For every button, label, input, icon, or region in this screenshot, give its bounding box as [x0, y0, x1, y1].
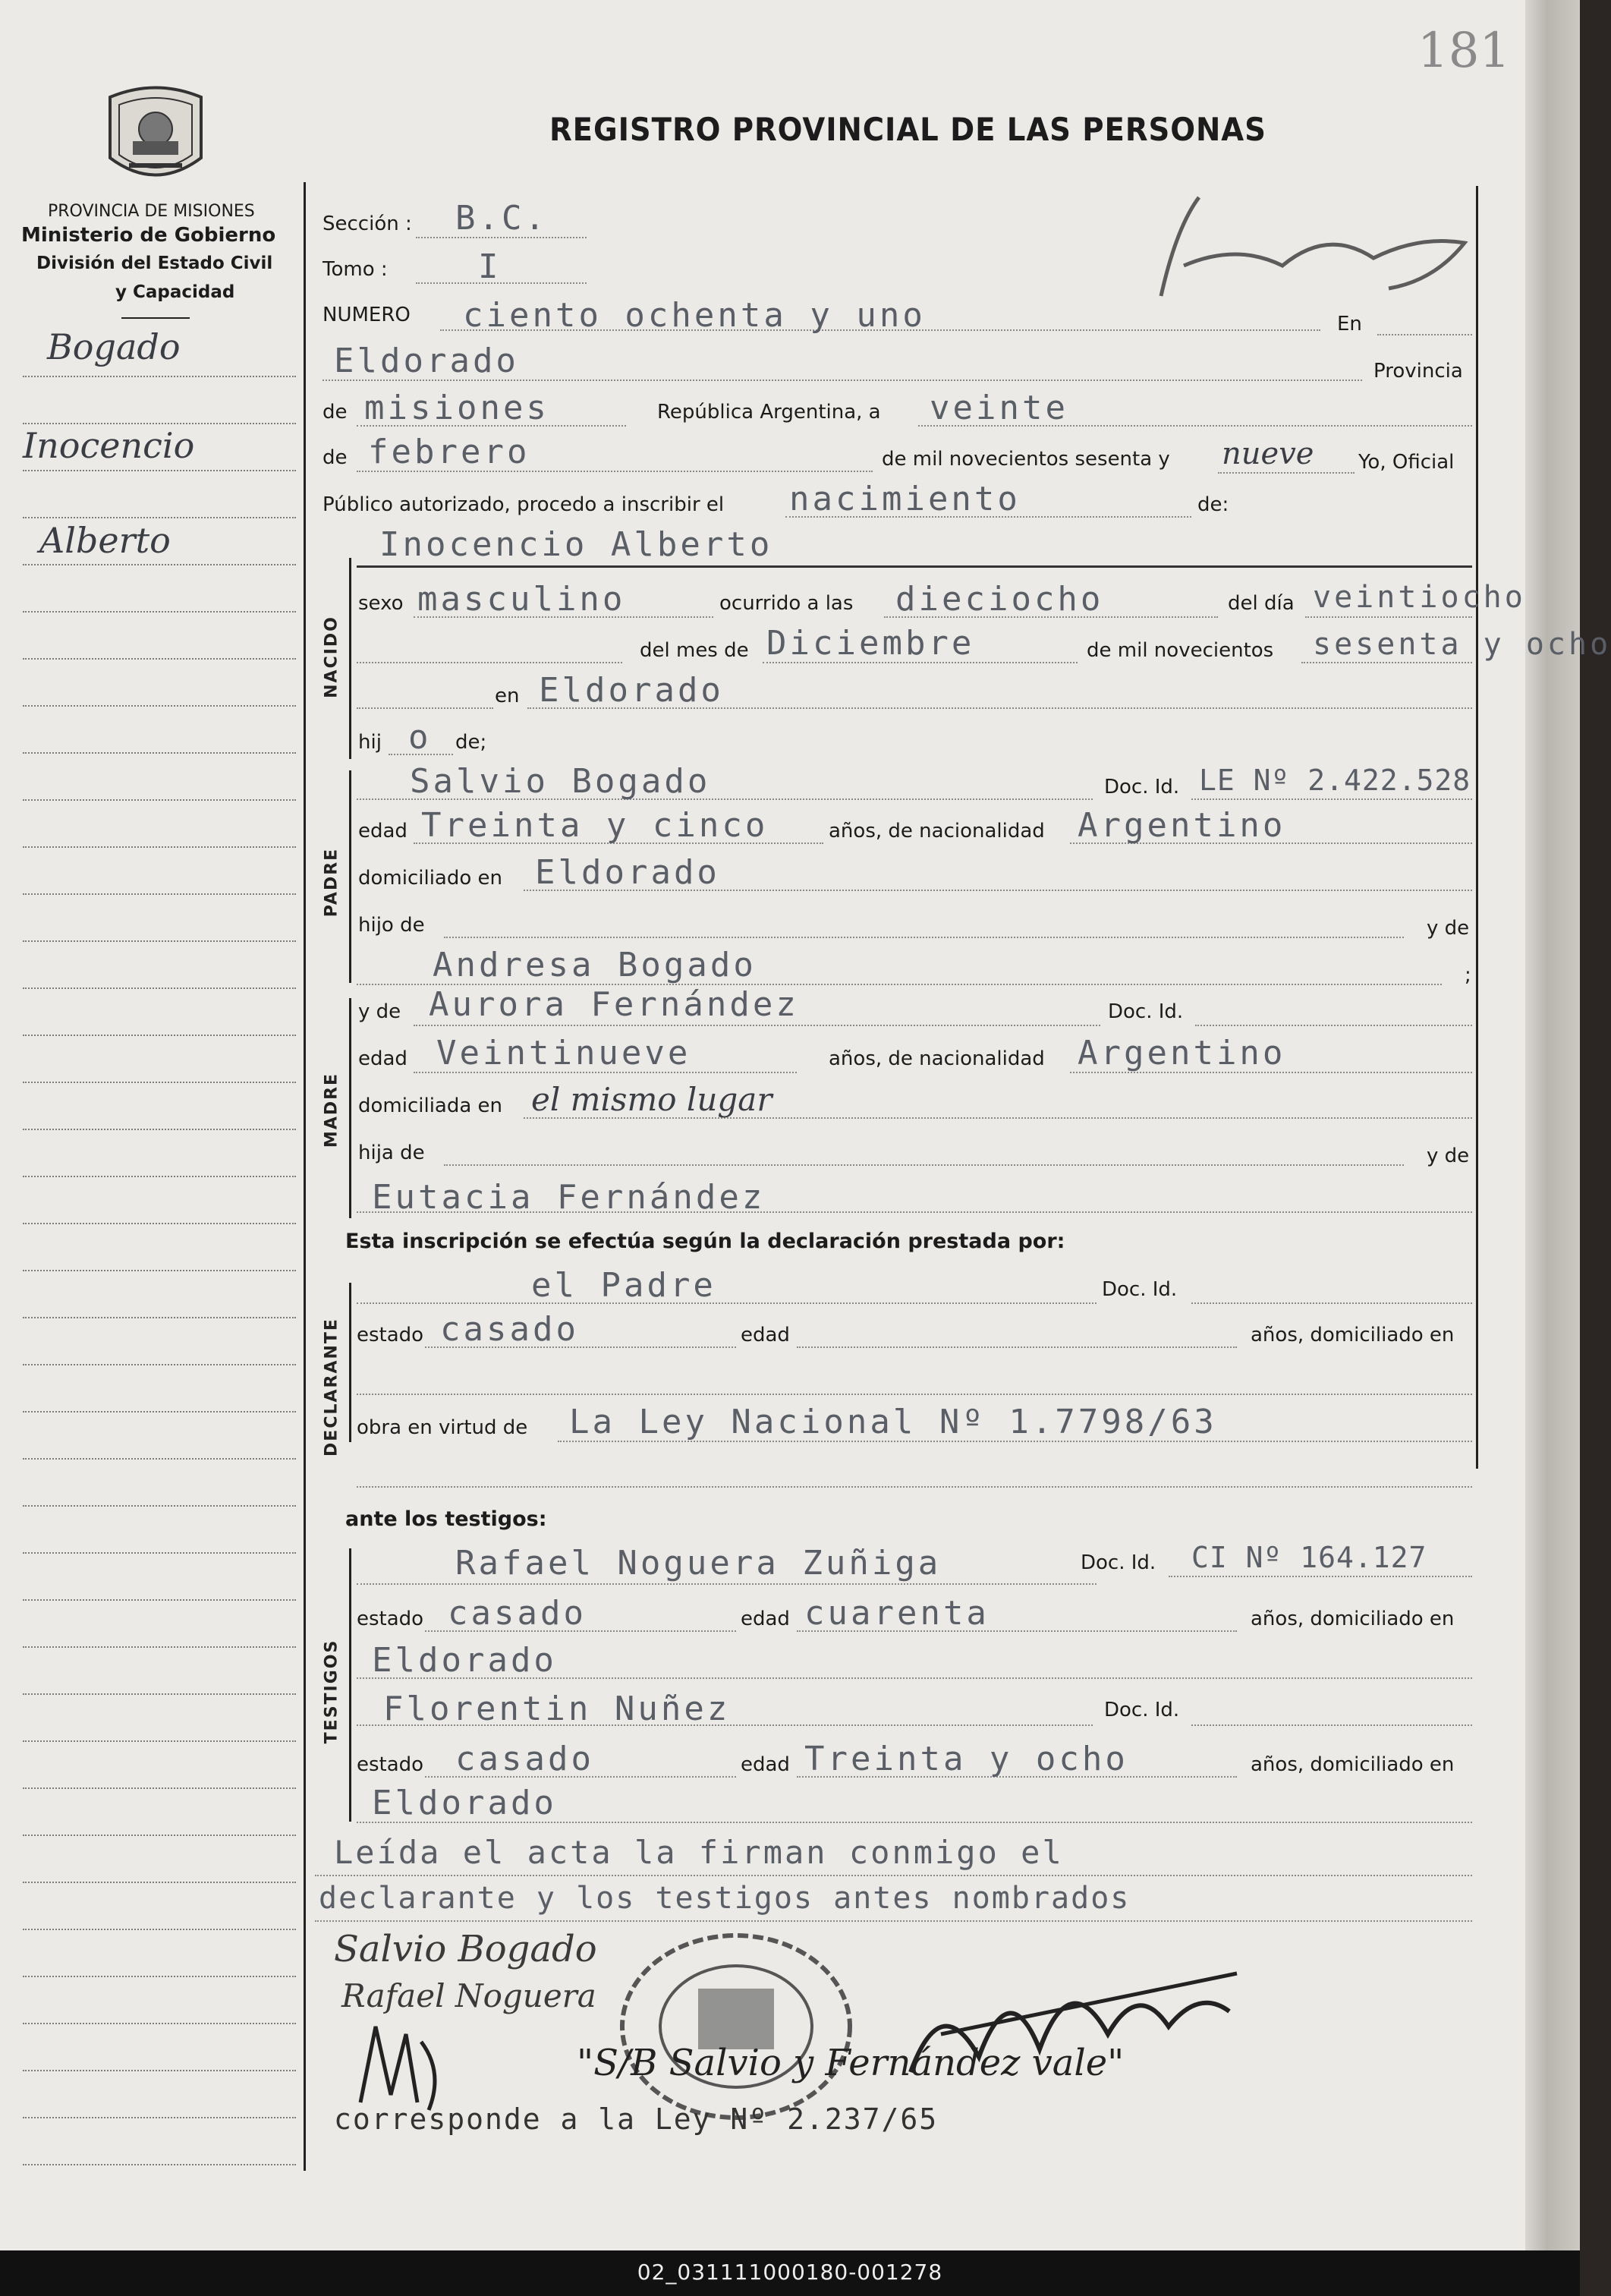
line-anio — [1218, 472, 1355, 474]
label-yo-oficial: Yo, Oficial — [1358, 451, 1455, 474]
label-t2-edad: edad — [741, 1753, 790, 1776]
field-abuela-m: Eutacia Fernández — [372, 1178, 766, 1217]
margin-rule — [23, 752, 296, 754]
line-t1-nombre — [357, 1583, 1097, 1585]
note-ley: corresponde a la Ley Nº 2.237/65 — [334, 2102, 939, 2136]
padre-bar — [349, 770, 351, 983]
field-provincia: misiones — [364, 389, 549, 427]
margin-rule — [23, 1740, 296, 1742]
line-leida-1 — [315, 1875, 1472, 1876]
margin-rule — [23, 1646, 296, 1648]
line-madre-nombre — [414, 1025, 1100, 1026]
label-en-nac: en — [495, 685, 520, 707]
field-madre-nombre: Aurora Fernández — [429, 985, 799, 1024]
label-numero: NUMERO — [323, 304, 411, 326]
label-padre-hijo-de: hijo de — [358, 914, 425, 937]
margin-first-name: Inocencio — [23, 425, 195, 466]
org-line-4: y Capacidad — [115, 282, 235, 302]
field-t1-nombre: Rafael Noguera Zuñiga — [455, 1544, 942, 1583]
field-decl-estado: casado — [440, 1310, 579, 1349]
line-dia-nac-2 — [357, 662, 622, 663]
margin-middle-name: Alberto — [39, 520, 171, 561]
label-tomo: Tomo : — [323, 258, 388, 281]
provincial-seal-icon — [102, 82, 209, 188]
label-madre-y-de-2: y de — [1427, 1145, 1470, 1167]
field-numero: ciento ochenta y uno — [463, 296, 926, 335]
field-padre-nombre: Salvio Bogado — [410, 762, 711, 801]
label-madre-dom: domiciliada en — [358, 1094, 503, 1117]
org-divider — [121, 317, 190, 319]
right-border — [1476, 186, 1478, 1469]
side-label-madre: MADRE — [322, 1072, 341, 1148]
label-republica: República Argentina, a — [657, 401, 881, 424]
field-anio: nueve — [1222, 436, 1314, 471]
field-ley: La Ley Nacional Nº 1.7798/63 — [569, 1403, 1217, 1441]
line-obra-2 — [357, 1486, 1472, 1488]
margin-rule — [23, 1411, 296, 1413]
margin-rule — [23, 1929, 296, 1930]
field-madre-nac: Argentino — [1078, 1034, 1286, 1072]
label-inscripcion: Esta inscripción se efectúa según la declaración prestada por: — [345, 1230, 1065, 1253]
margin-rule — [23, 470, 296, 471]
side-label-declarante: DECLARANTE — [322, 1318, 341, 1457]
field-acto: nacimiento — [789, 480, 1021, 518]
margin-rule — [23, 1270, 296, 1271]
label-padre-dom: domiciliado en — [358, 867, 503, 890]
margin-rule — [23, 376, 296, 377]
label-provincia: Provincia — [1373, 360, 1463, 383]
field-abuela-p: Andresa Bogado — [433, 946, 757, 984]
margin-surname: Bogado — [47, 326, 181, 367]
field-mes: febrero — [368, 433, 530, 471]
line-anio-nac-2 — [357, 707, 493, 709]
footer-bar — [0, 2250, 1580, 2296]
label-publico: Público autorizado, procedo a inscribir el — [323, 493, 725, 516]
label-padre-nac: años, de nacionalidad — [829, 820, 1045, 842]
top-signature-icon — [1146, 167, 1487, 311]
line-decl-edad — [797, 1346, 1237, 1348]
field-lugar-nac: Eldorado — [539, 671, 724, 710]
line-padre-hijo-de — [444, 937, 1404, 938]
field-padre-doc: LE Nº 2.422.528 — [1199, 764, 1471, 797]
margin-rule — [23, 1976, 296, 1977]
label-obra: obra en virtud de — [357, 1416, 528, 1439]
declarante-bar — [349, 1283, 351, 1442]
margin-rule — [23, 1176, 296, 1177]
margin-rule — [23, 1599, 296, 1601]
label-hijo-de: de; — [455, 731, 487, 754]
label-padre-doc: Doc. Id. — [1104, 776, 1180, 798]
line-madre-doc — [1195, 1025, 1472, 1026]
field-mes-nac: Diciembre — [766, 624, 975, 663]
label-t1-estado: estado — [357, 1608, 424, 1630]
margin-rule — [23, 423, 296, 424]
line-anio-nac — [1301, 662, 1472, 663]
label-mil-novecientos: de mil novecientos sesenta y — [882, 448, 1170, 471]
margin-rule — [23, 1129, 296, 1130]
initials-signature-icon — [345, 2011, 459, 2118]
field-sexo: masculino — [417, 580, 626, 619]
margin-rule — [23, 940, 296, 942]
label-madre-y-de: y de — [358, 1000, 401, 1023]
field-padre-dom: Eldorado — [535, 853, 720, 892]
label-decl-edad: edad — [741, 1324, 790, 1346]
margin-rule — [23, 1552, 296, 1554]
margin-rule — [23, 2070, 296, 2071]
field-dia: veinte — [930, 389, 1068, 427]
side-label-padre: PADRE — [322, 847, 341, 918]
line-t2-doc — [1191, 1724, 1472, 1726]
field-t2-estado: casado — [455, 1740, 594, 1778]
label-t2-doc: Doc. Id. — [1104, 1699, 1180, 1721]
margin-rule — [23, 658, 296, 660]
margin-rule — [23, 1835, 296, 1836]
line-leida-2 — [315, 1920, 1472, 1922]
field-hijo-letra: o — [408, 718, 432, 757]
line-en — [1377, 334, 1472, 335]
note-salvedad: "S/B Salvio y Fernández vale" — [577, 2042, 1125, 2084]
field-padre-edad: Treinta y cinco — [421, 806, 769, 845]
field-seccion: B.C. — [455, 199, 548, 238]
org-line-3: División del Estado Civil — [36, 254, 273, 273]
margin-rule — [23, 1505, 296, 1507]
label-seccion: Sección : — [323, 213, 412, 235]
label-madre-doc: Doc. Id. — [1108, 1000, 1184, 1023]
nacido-bar — [349, 558, 351, 759]
field-nombre: Inocencio Alberto — [379, 525, 773, 564]
label-en: En — [1337, 313, 1362, 335]
margin-rule — [23, 1317, 296, 1318]
side-label-nacido: NACIDO — [322, 616, 341, 698]
field-madre-dom: el mismo lugar — [531, 1081, 772, 1118]
label-decl-dom: años, domiciliado en — [1251, 1324, 1455, 1346]
field-t2-dom: Eldorado — [372, 1784, 557, 1822]
margin-rule — [23, 846, 296, 848]
label-madre-hija-de: hija de — [358, 1142, 425, 1164]
page-edge — [1525, 0, 1580, 2250]
field-madre-edad: Veintinueve — [436, 1034, 691, 1072]
margin-rule — [23, 1693, 296, 1695]
margin-rule — [23, 2117, 296, 2118]
line-dia-nac — [1305, 616, 1472, 618]
field-t1-estado: casado — [448, 1594, 587, 1633]
margin-rule — [23, 2164, 296, 2165]
margin-rule — [23, 1082, 296, 1083]
page-number: 181 — [1417, 23, 1511, 79]
label-ante-testigos: ante los testigos: — [345, 1507, 547, 1531]
label-decl-doc: Doc. Id. — [1102, 1278, 1178, 1301]
margin-rule — [23, 799, 296, 801]
margin-rule — [23, 893, 296, 895]
margin-rule — [23, 987, 296, 989]
org-line-2: Ministerio de Gobierno — [21, 224, 276, 247]
field-leida-1: Leída el acta la firman conmigo el — [334, 1834, 1064, 1871]
field-leida-2: declarante y los testigos antes nombrados — [319, 1881, 1131, 1916]
line-tomo — [416, 282, 587, 284]
field-lugar: Eldorado — [334, 342, 519, 380]
official-stamp-icon — [607, 1928, 880, 2125]
label-t1-doc: Doc. Id. — [1081, 1551, 1156, 1574]
side-label-testigos: TESTIGOS — [322, 1639, 341, 1744]
field-t2-edad: Treinta y ocho — [804, 1740, 1128, 1778]
org-line-1: PROVINCIA DE MISIONES — [48, 202, 255, 221]
label-sexo: sexo — [358, 592, 404, 615]
line-t1-doc — [1169, 1576, 1472, 1577]
margin-rule — [23, 1787, 296, 1789]
left-border — [304, 182, 306, 2171]
label-de-colon: de: — [1197, 493, 1229, 516]
margin-rule — [23, 1223, 296, 1224]
label-semicolon: ; — [1465, 964, 1471, 987]
signature-salvio: Salvio Bogado — [334, 1928, 597, 1970]
label-madre-edad: edad — [358, 1047, 407, 1070]
label-de-2: de — [323, 446, 348, 469]
label-hijo: hij — [358, 731, 382, 754]
margin-rule — [23, 1364, 296, 1365]
label-t2-estado: estado — [357, 1753, 424, 1776]
line-nombre — [357, 565, 1472, 568]
label-madre-nac: años, de nacionalidad — [829, 1047, 1045, 1070]
madre-bar — [349, 998, 351, 1218]
field-t1-dom: Eldorado — [372, 1641, 557, 1680]
field-declarante: el Padre — [531, 1266, 716, 1305]
line-declarante — [357, 1302, 1097, 1304]
field-t1-edad: cuarenta — [804, 1594, 990, 1633]
field-tomo: I — [478, 247, 502, 286]
margin-rule — [23, 1882, 296, 1883]
label-padre-edad: edad — [358, 820, 407, 842]
label-del-mes: del mes de — [640, 639, 749, 662]
field-anio-nac: sesenta y ocho — [1313, 627, 1611, 662]
label-ocurrido: ocurrido a las — [719, 592, 854, 615]
label-de-1: de — [323, 401, 348, 424]
margin-rule — [23, 611, 296, 613]
label-del-dia: del día — [1228, 592, 1295, 615]
line-decl-doc — [1191, 1302, 1472, 1304]
line-padre-doc — [1191, 798, 1472, 800]
testigos-bar — [349, 1548, 351, 1822]
label-t1-edad: edad — [741, 1608, 790, 1630]
document-title: REGISTRO PROVINCIAL DE LAS PERSONAS — [549, 111, 1266, 148]
margin-rule — [23, 564, 296, 565]
margin-rule — [23, 2023, 296, 2024]
label-t2-dom: años, domiciliado en — [1251, 1753, 1455, 1776]
field-t1-doc: CI Nº 164.127 — [1191, 1541, 1427, 1574]
field-dia-nac: veintiocho — [1313, 580, 1526, 615]
line-madre-hija-de — [444, 1164, 1404, 1166]
margin-rule — [23, 517, 296, 518]
label-t1-dom: años, domiciliado en — [1251, 1608, 1455, 1630]
margin-rule — [23, 705, 296, 707]
label-mil-nov-2: de mil novecientos — [1087, 639, 1274, 662]
label-padre-y-de: y de — [1427, 917, 1470, 940]
field-padre-nac: Argentino — [1078, 806, 1286, 845]
label-decl-estado: estado — [357, 1324, 424, 1346]
margin-rule — [23, 1035, 296, 1036]
line-decl-dom — [357, 1394, 1472, 1395]
field-hora: dieciocho — [895, 580, 1104, 619]
signature-rafael: Rafael Noguera — [341, 1977, 596, 2014]
margin-rule — [23, 1458, 296, 1460]
image-id-label: 02_031111000180-001278 — [637, 2260, 943, 2285]
field-t2-nombre: Florentin Nuñez — [383, 1690, 731, 1728]
